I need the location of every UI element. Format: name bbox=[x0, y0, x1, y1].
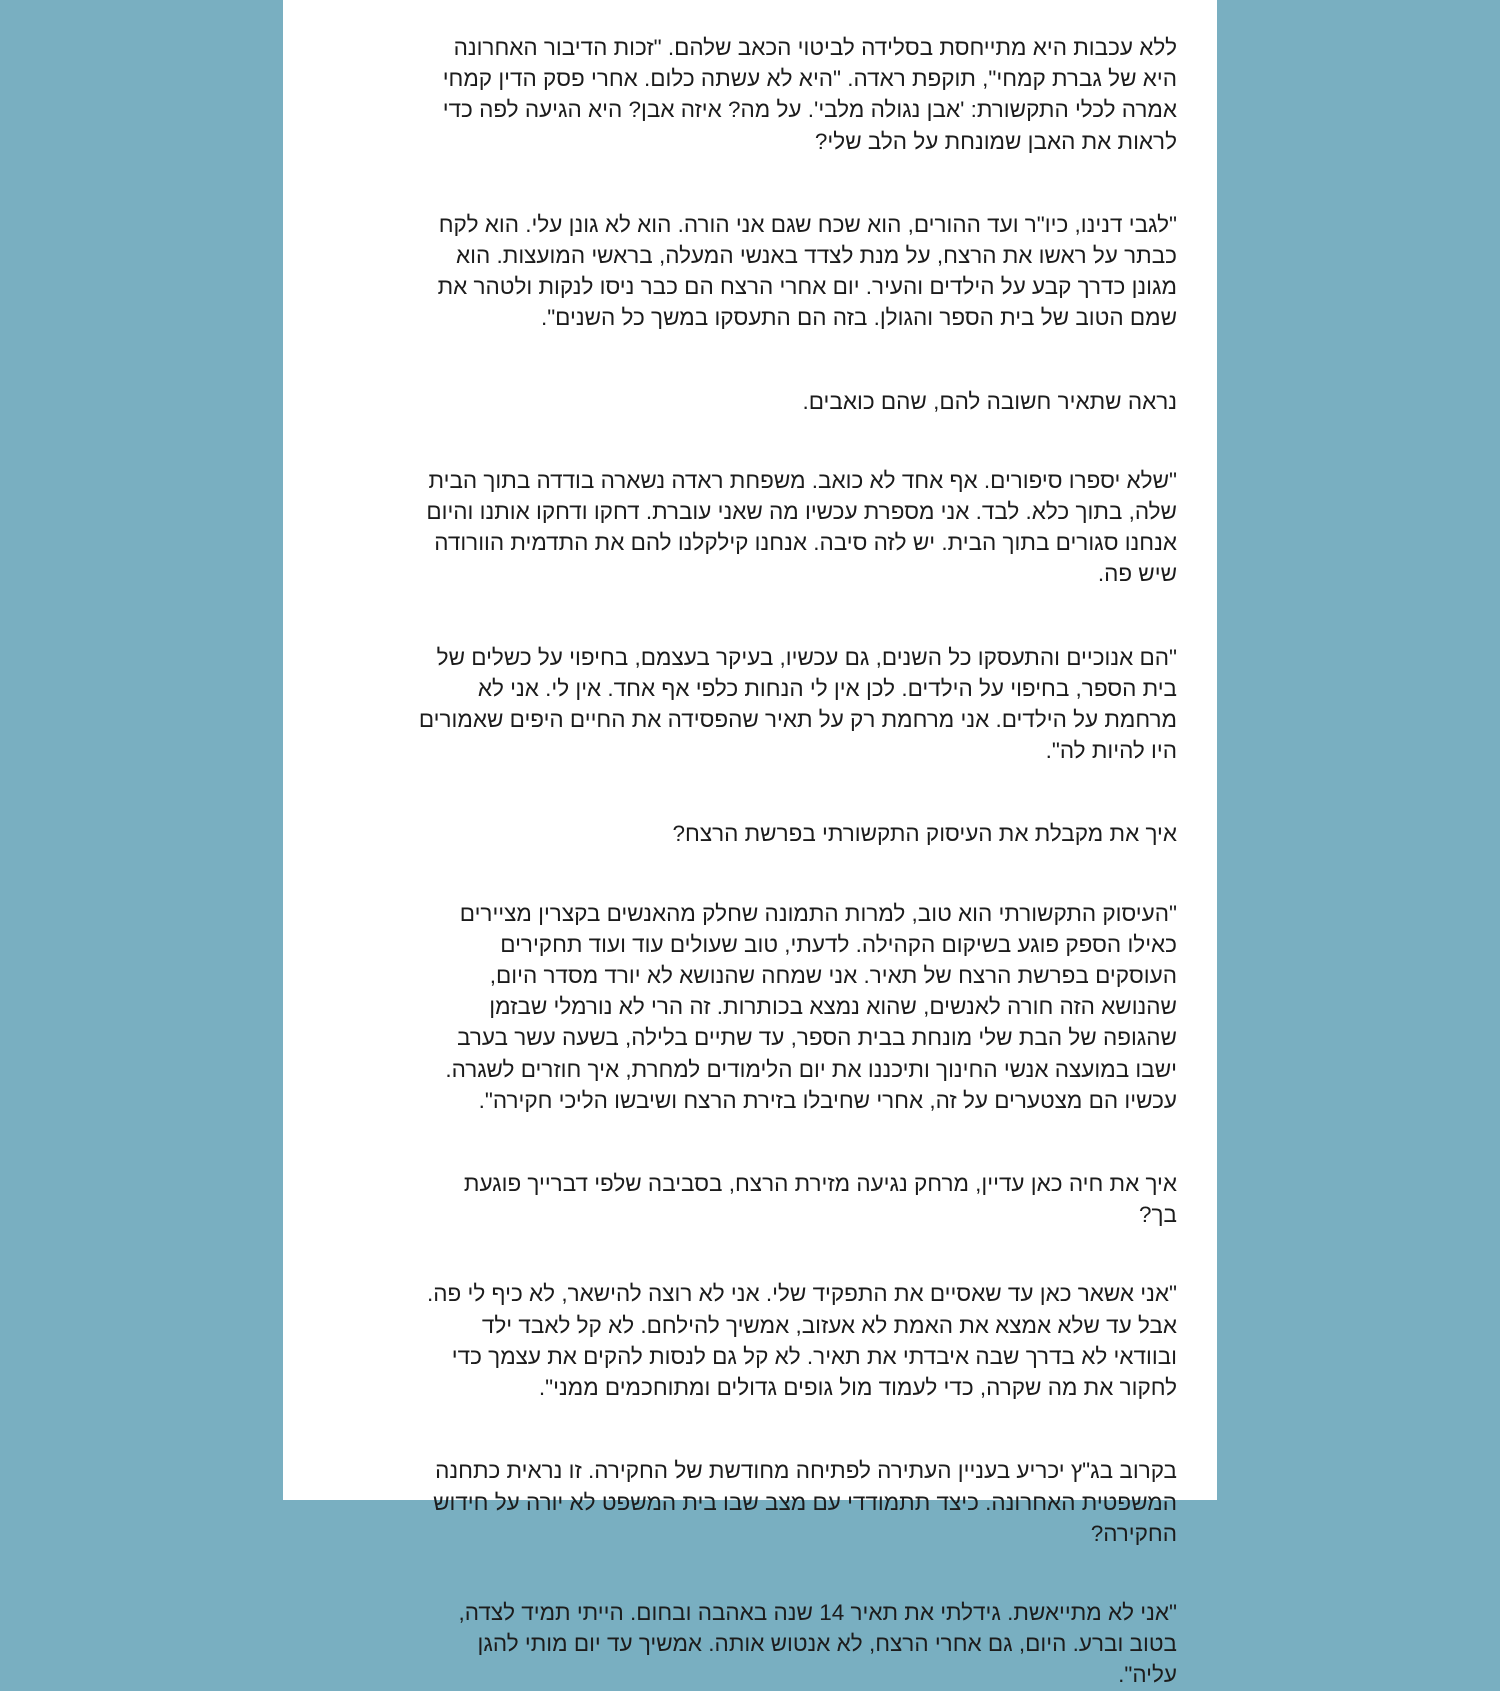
text-line: החקירה? bbox=[1090, 1520, 1177, 1546]
text-line: "לגבי דנינו, כיו"ר ועד ההורים, הוא שכח שגם אני הורה. הוא לא גונן עלי. הוא לקח bbox=[438, 211, 1177, 237]
text-line: היא של גברת קמחי", תוקפת ראדה. "היא לא עשתה כלום. אחרי פסק הדין קמחי bbox=[442, 66, 1177, 92]
text-line: כבתר על ראשו את הרצח, על מנת לצדד באנשי המעלה, בראשי המועצות. הוא bbox=[456, 243, 1177, 269]
interview-question bbox=[355, 386, 1177, 417]
text-line: איך את מקבלת את העיסוק התקשורתי בפרשת הרצח? bbox=[672, 821, 1177, 847]
paragraph bbox=[355, 465, 1177, 590]
text-line: מגונן כדרך קבע על הילדים והעיר. יום אחרי הרצח הם כבר ניסו לנקות ולטהר את bbox=[437, 274, 1177, 300]
paragraph bbox=[355, 1278, 1177, 1403]
paragraph bbox=[355, 1597, 1177, 1691]
text-line: לחקור את מה שקרה, כדי לעמוד מול גופים גדולים ומתוחכמים ממני". bbox=[538, 1375, 1177, 1401]
text-line: אמרה לכלי התקשורת: 'אבן נגולה מלבי'. על מה? איזה אבן? היא הגיעה לפה כדי bbox=[442, 97, 1177, 123]
text-line: בטוב וברע. היום, גם אחרי הרצח, לא אנטוש אותה. אמשיך עד יום מותי להגן bbox=[477, 1631, 1177, 1657]
document-page bbox=[283, 0, 1217, 1688]
text-line: ללא עכבות היא מתייחסת בסלידה לביטוי הכאב שלהם. "זכות הדיבור האחרונה bbox=[453, 35, 1177, 60]
paragraph bbox=[355, 209, 1177, 334]
interview-question bbox=[355, 1455, 1177, 1549]
text-line: "העיסוק התקשורתי הוא טוב, למרות התמונה שחלק מהאנשים בקצרין מציירים bbox=[459, 900, 1177, 926]
text-line: בקרוב בג"ץ יכריע בעניין העתירה לפתיחה מחודשת של החקירה. זו נראית כתחנה bbox=[435, 1458, 1177, 1484]
text-line: עכשיו הם מצטערים על זה, אחרי שחיבלו בזירת הרצח ושיבשו הליכי חקירה". bbox=[478, 1087, 1177, 1113]
text-line: עליה". bbox=[1118, 1662, 1177, 1688]
interview-question bbox=[355, 1168, 1177, 1230]
text-line: "אני לא מתייאשת. גידלתי את תאיר 14 שנה באהבה ובחום. הייתי תמיד לצדה, bbox=[458, 1599, 1177, 1625]
text-line: אבל עד שלא אמצא את האמת לא אעזוב, אמשיך להילחם. לא קל לאבד ילד bbox=[481, 1312, 1177, 1338]
text-line: היו להיות לה". bbox=[1045, 738, 1177, 764]
text-line: אנחנו סגורים בתוך הבית. יש לזה סיבה. אנחנו קילקלנו להם את התדמית הוורודה bbox=[434, 530, 1177, 556]
text-line: "אני אשאר כאן עד שאסיים את התפקיד שלי. אני לא רוצה להישאר, לא כיף לי פה. bbox=[427, 1281, 1177, 1307]
text-line: שמם הטוב של בית הספר והגולן. בזה הם התעסקו במשך כל השנים". bbox=[540, 305, 1177, 331]
paragraph bbox=[355, 642, 1177, 767]
text-line: העוסקים בפרשת הרצח של תאיר. אני שמחה שהנושא לא יורד מסדר היום, bbox=[489, 963, 1177, 989]
text-line: איך את חיה כאן עדיין, מרחק נגיעה מזירת הרצח, בסביבה שלפי דברייך פוגעת bbox=[463, 1171, 1177, 1197]
text-line: לראות את האבן שמונחת על הלב שלי? bbox=[814, 128, 1177, 154]
text-line: ובוודאי לא בדרך שבה איבדתי את תאיר. לא קל גם לנסות להקים את עצמך כדי bbox=[451, 1343, 1177, 1369]
text-line: ישבו במועצה אנשי החינוך ותיכננו את יום הלימודים למחרת, איך חוזרים לשגרה. bbox=[445, 1056, 1177, 1082]
text-line: נראה שתאיר חשובה להם, שהם כואבים. bbox=[802, 388, 1177, 414]
paragraph bbox=[355, 898, 1177, 1116]
text-line: בך? bbox=[1139, 1202, 1177, 1228]
interview-question bbox=[355, 818, 1177, 849]
text-line: בית הספר, בחיפוי על הילדים. לכן אין לי הנחות כלפי אף אחד. אין לי. אני לא bbox=[477, 675, 1177, 701]
text-line: כאילו הספק פוגע בשיקום הקהילה. לדעתי, טוב שעולים עוד ועוד תחקירים bbox=[500, 931, 1177, 957]
text-line: "הם אנוכיים והתעסקו כל השנים, גם עכשיו, בעיקר בעצמם, בחיפוי על כשלים של bbox=[436, 644, 1177, 670]
text-line: המשפטית האחרונה. כיצד תתמודדי עם מצב שבו בית המשפט לא יורה על חידוש bbox=[433, 1489, 1177, 1515]
text-line: שהנושא הזה חורה לאנשים, שהוא נמצא בכותרות. זה הרי לא נורמלי שבזמן bbox=[489, 994, 1177, 1020]
text-line: "שלא יספרו סיפורים. אף אחד לא כואב. משפחת ראדה נשארה בודדה בתוך הבית bbox=[428, 467, 1177, 493]
text-line: שיש פה. bbox=[1097, 561, 1177, 587]
text-line: שהגופה של הבת שלי מונחת בבית הספר, עד שתיים בלילה, בשעה עשר בערב bbox=[457, 1025, 1177, 1051]
text-line: שלה, בתוך כלא. לבד. אני מספרת עכשיו מה שאני עוברת. דחקו ודחקו אותנו והיום bbox=[426, 499, 1177, 525]
text-line: מרחמת על הילדים. אני מרחמת רק על תאיר שהפסידה את החיים היפים שאמורים bbox=[418, 707, 1177, 733]
paragraph bbox=[355, 32, 1177, 157]
